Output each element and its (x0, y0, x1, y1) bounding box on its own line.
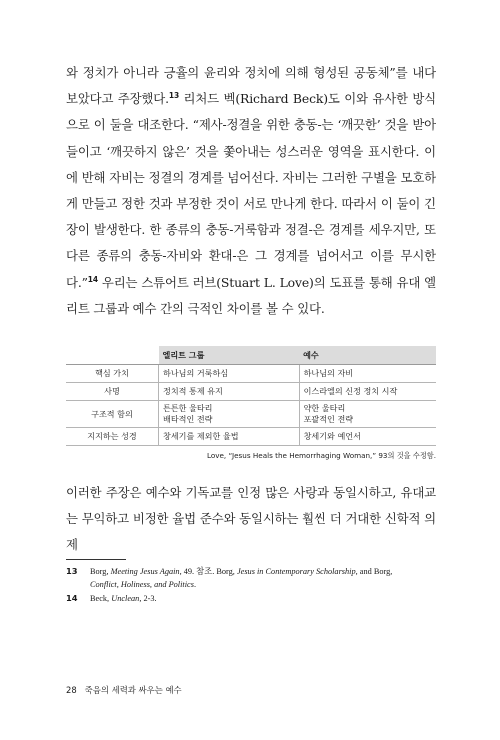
comparison-table (66, 346, 436, 446)
jesus-cell (299, 365, 436, 383)
book-title: Conflict, Holiness, and Politics (90, 580, 194, 589)
paragraph-text: 우리는 스튜어트 러브(Stuart L. Love)의 도표를 통해 유대 엘리트 그룹과 예수 간의 극적인 차이를 볼 수 있다. (66, 274, 436, 316)
footnote-number: 13 (66, 566, 78, 576)
footnote-divider (66, 559, 126, 560)
cell-text: 튼튼한 울타리 (163, 403, 213, 413)
table-row (66, 365, 436, 383)
row-label: 핵심 가치 (66, 365, 159, 383)
elite-cell (159, 428, 300, 446)
paragraph-text: 리처드 벡(Richard Beck)도 이와 유사한 방식으로 이 둘을 대조한다. “제사-정결을 위한 충동-는 ‘깨끗한’ 것을 받아들이고 ‘깨끗하지 않은’ 것을 쫓아내는 성스러운 영역을 표시한다. 이에 반해 자비는 정결의 경계를 넘어선다. 자비는 그러한 구별을 모호하게 만들고 정한 것과 부정한 것이 서로 만나게 한다. 따라서 이 둘이 긴장이 발생한다. 한 종류의 충동-거룩함과 정결-은 경계를 세우지만, 또 다른 종류의 충동-자비와 환대-은 그 경계를 넘어서고 이를 무시한다.” (66, 91, 437, 290)
cell-text: 포괄적인 전략 (303, 414, 354, 424)
footnote-text: , 2-3. (139, 594, 157, 603)
footnote-13 (66, 565, 436, 591)
running-title: 죽음의 세력과 싸우는 예수 (84, 685, 182, 695)
footnote-number: 14 (66, 593, 78, 603)
cell-text: 정치적 통제 유지 (163, 386, 223, 396)
cell-text: 창세기를 제외한 율법 (163, 431, 239, 441)
table-header-cell (66, 346, 159, 365)
body-paragraph-2: 이러한 주장은 예수와 기독교를 인정 많은 사랑과 동일시하고, 유대교는 무익하고 비정한 율법 준수와 동일시하는 훨씬 더 거대한 신학적 의제 (66, 485, 436, 553)
footnote-text: , 49. 참조. Borg, (179, 567, 237, 576)
footnote-text: , and Borg, (355, 567, 393, 576)
book-title: Jesus in Contemporary Scholarship (236, 567, 356, 576)
jesus-cell (299, 428, 436, 446)
jesus-cell (299, 383, 436, 401)
cell-text: 하나님의 자비 (303, 368, 354, 378)
table-row (66, 383, 436, 401)
footnote-continuation (66, 578, 436, 591)
row-label: 사명 (66, 383, 159, 401)
book-title: Meeting Jesus Again (110, 567, 180, 576)
book-title: Unclean (111, 594, 140, 603)
cell-text: 약한 울타리 (303, 403, 346, 413)
body-paragraph-1 (66, 60, 436, 322)
row-label: 지지하는 성경 (66, 428, 159, 446)
cell-text: 창세기와 예언서 (303, 431, 361, 441)
table-row (66, 428, 436, 446)
cell-text: 배타적인 전략 (163, 414, 213, 424)
footnote-text: . (193, 580, 197, 589)
page-number: 28 (66, 685, 77, 695)
table-header-cell: 엘리트 그룹 (159, 346, 300, 365)
footnote-text: Beck, (90, 594, 112, 603)
footnote-text: Borg, (90, 567, 111, 576)
jesus-cell (299, 401, 436, 428)
elite-cell (159, 383, 300, 401)
row-label: 구조적 함의 (66, 401, 159, 428)
table-header-cell: 예수 (299, 346, 436, 365)
cell-text: 이스라엘의 신정 정치 시작 (303, 386, 398, 396)
table-header-row (66, 346, 436, 365)
paragraph-text: 와 정치가 아니라 긍휼의 윤리와 정치에 의해 형성된 공동체”를 내다보았다고 주장했다. (66, 65, 436, 107)
table-row (66, 401, 436, 428)
elite-cell (159, 365, 300, 383)
footnote-ref-13[interactable]: 13 (168, 91, 180, 101)
footnote-14 (66, 592, 436, 605)
elite-cell (159, 401, 300, 428)
table-caption: Love, “Jesus Heals the Hemorrhaging Woman,” 93의 것을 수정함. (206, 451, 436, 460)
footnote-ref-14[interactable]: 14 (87, 274, 98, 284)
cell-text: 하나님의 거룩하심 (163, 368, 229, 378)
page-footer (66, 684, 182, 696)
